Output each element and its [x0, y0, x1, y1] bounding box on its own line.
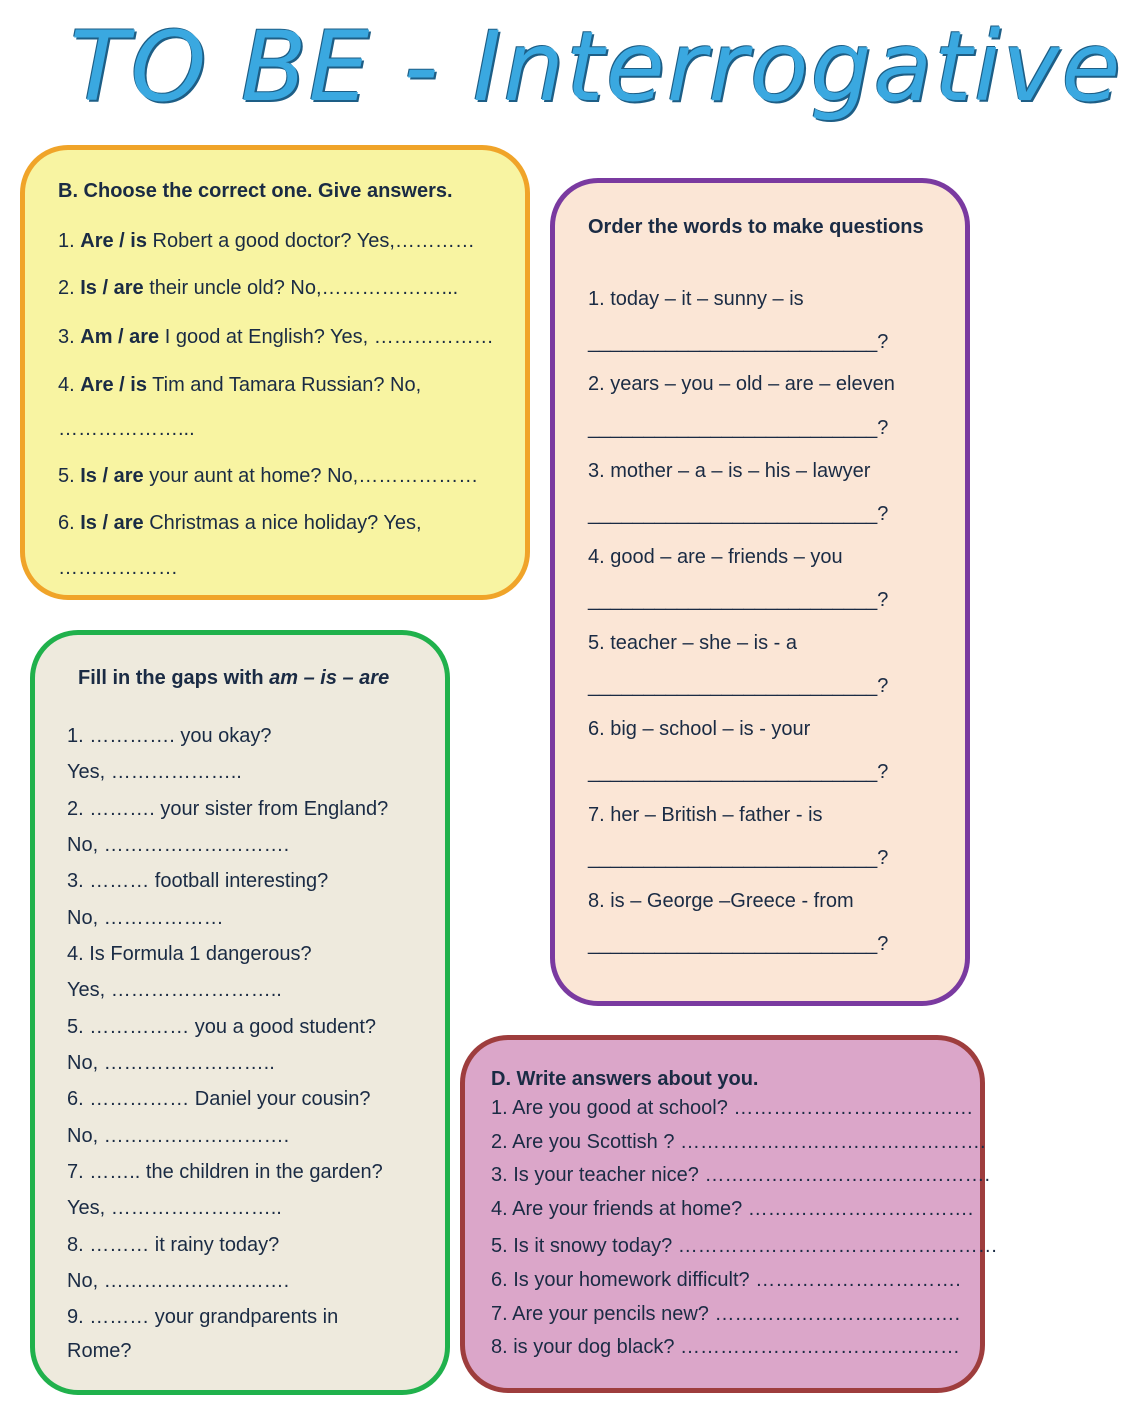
- exercise-item: 3. Am / are I good at English? Yes, ………………: [58, 326, 494, 348]
- answer-blank: __________________________?: [588, 847, 889, 869]
- answer-blank: __________________________?: [588, 761, 889, 783]
- section-b-heading: B. Choose the correct one. Give answers.: [58, 180, 453, 202]
- answer-blank: __________________________?: [588, 331, 889, 353]
- choose-correct-box: [20, 145, 530, 600]
- question-item: 8. is your dog black? ……………………………………: [491, 1336, 960, 1358]
- fill-line: Yes, ……………………..: [67, 1197, 282, 1219]
- answer-blank: __________________________?: [588, 675, 889, 697]
- exercise-item: 6. Is / are Christmas a nice holiday? Yes,: [58, 512, 422, 534]
- exercise-item: 2. Is / are their uncle old? No,………………...: [58, 277, 459, 299]
- fill-line: Yes, ………………..: [67, 761, 242, 783]
- fill-line: 3. ……… football interesting?: [67, 870, 329, 892]
- fill-line: 5. …………… you a good student?: [67, 1016, 377, 1038]
- question-item: 4. Are your friends at home? …………………………….: [491, 1198, 974, 1220]
- exercise-item: 4. Are / is Tim and Tamara Russian? No,: [58, 374, 422, 396]
- fill-line: No, ……………………….: [67, 1270, 290, 1292]
- page-title: TO BE - Interrogative: [70, 11, 1122, 123]
- fill-line: 2. ………. your sister from England?: [67, 798, 389, 820]
- fill-line: 7. …….. the children in the garden?: [67, 1161, 383, 1183]
- fill-line: 1. …………. you okay?: [67, 725, 272, 747]
- word-list: 6. big – school – is - your: [588, 718, 811, 740]
- question-item: 7. Are your pencils new? ……………………………….: [491, 1303, 961, 1325]
- question-item: 1. Are you good at school? ………………………………: [491, 1097, 974, 1119]
- question-item: 5. Is it snowy today? …………………………………………: [491, 1235, 998, 1257]
- exercise-item: 1. Are / is Robert a good doctor? Yes,…………: [58, 230, 475, 252]
- answer-blank: __________________________?: [588, 933, 889, 955]
- question-item: 3. Is your teacher nice? …………………………………….: [491, 1164, 991, 1186]
- word-list: 7. her – British – father - is: [588, 804, 823, 826]
- fill-line: Yes, ……………………..: [67, 979, 282, 1001]
- question-item: 6. Is your homework difficult? ………………………….: [491, 1269, 961, 1291]
- word-list: 2. years – you – old – are – eleven: [588, 373, 895, 395]
- fill-line: 6. …………… Daniel your cousin?: [67, 1088, 371, 1110]
- answer-blank: __________________________?: [588, 417, 889, 439]
- order-words-box: [550, 178, 970, 1006]
- fill-line: No, ………………: [67, 907, 224, 929]
- fill-line: 4. Is Formula 1 dangerous?: [67, 943, 312, 965]
- word-list: 8. is – George –Greece - from: [588, 890, 854, 912]
- section-fill-heading: Fill in the gaps with am – is – are: [78, 667, 390, 689]
- fill-line: 8. ……… it rainy today?: [67, 1234, 280, 1256]
- fill-line: 9. ……… your grandparents in: [67, 1306, 339, 1328]
- answer-dots: ………………: [58, 557, 178, 579]
- exercise-item: 5. Is / are your aunt at home? No,………………: [58, 465, 479, 487]
- question-item: 2. Are you Scottish ? ……………………………………….: [491, 1131, 986, 1153]
- fill-gaps-box: [30, 630, 450, 1395]
- fill-line: Rome?: [67, 1340, 132, 1362]
- section-order-heading: Order the words to make questions: [588, 216, 924, 238]
- answer-dots: ………………...: [58, 418, 195, 440]
- fill-line: No, ……………………….: [67, 834, 290, 856]
- fill-line: No, ……………………….: [67, 1125, 290, 1147]
- word-list: 1. today – it – sunny – is: [588, 288, 804, 310]
- answer-blank: __________________________?: [588, 589, 889, 611]
- fill-line: No, ……………………..: [67, 1052, 275, 1074]
- section-d-heading: D. Write answers about you.: [491, 1068, 759, 1090]
- word-list: 4. good – are – friends – you: [588, 546, 843, 568]
- word-list: 3. mother – a – is – his – lawyer: [588, 460, 871, 482]
- write-answers-box: [460, 1035, 998, 1393]
- answer-blank: __________________________?: [588, 503, 889, 525]
- word-list: 5. teacher – she – is - a: [588, 632, 798, 654]
